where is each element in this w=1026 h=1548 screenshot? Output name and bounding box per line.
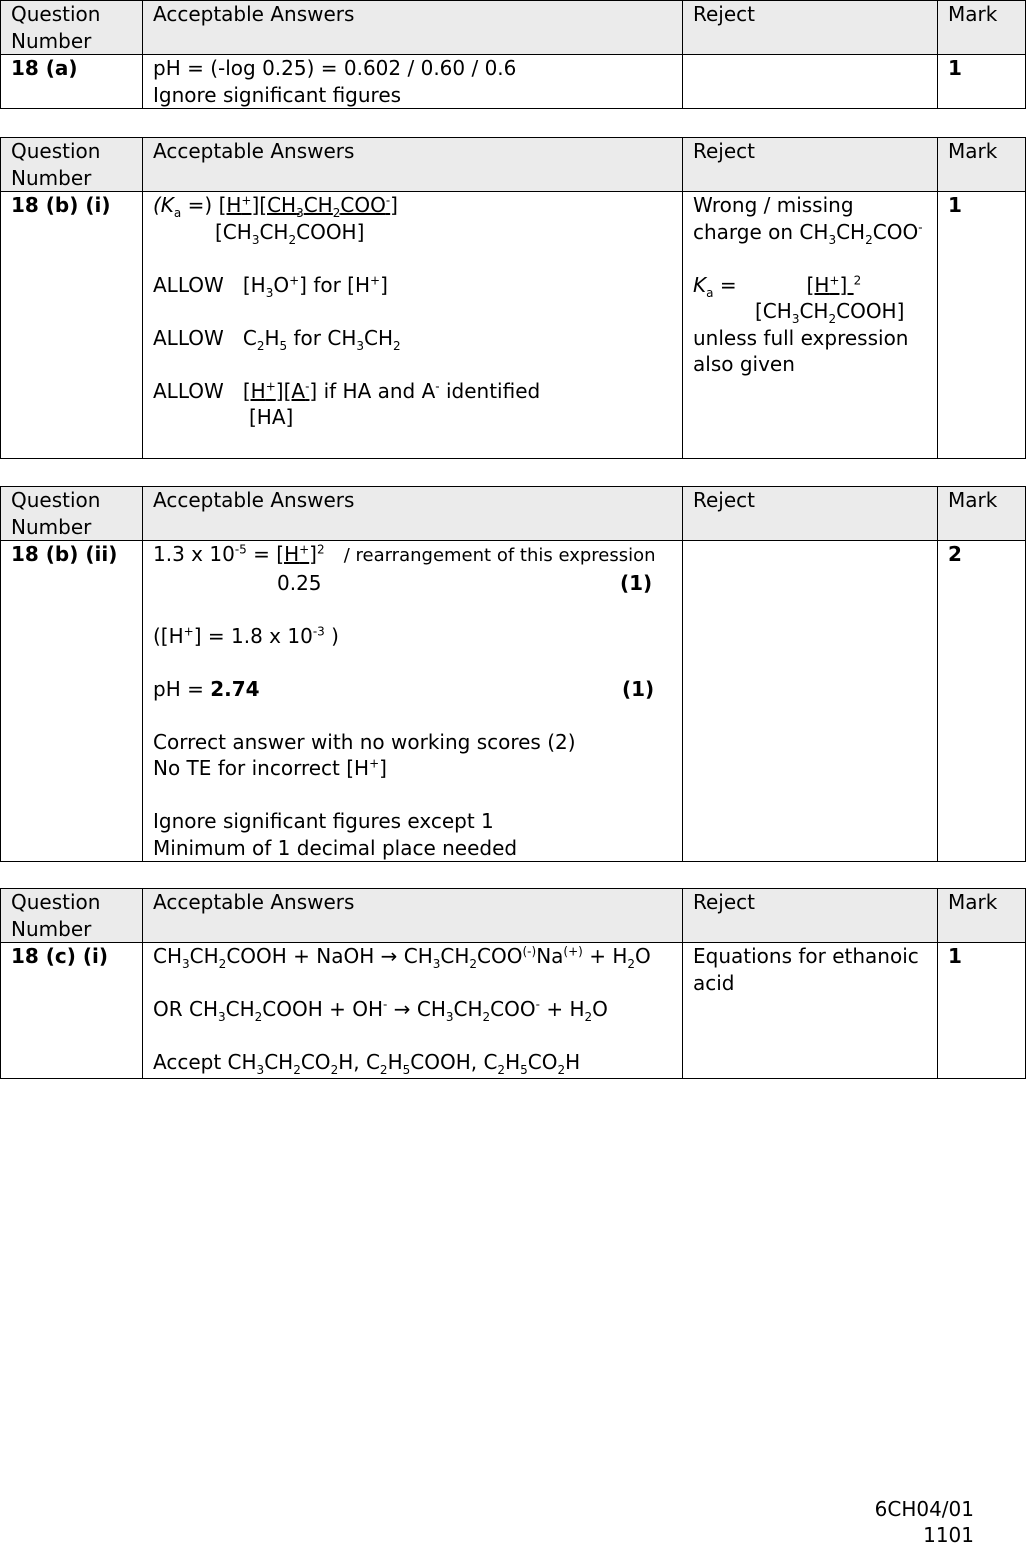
session-code: 1101 — [923, 1523, 974, 1547]
header-question-number: Question Number — [1, 1, 143, 55]
header-question-number: Question Number — [1, 889, 143, 943]
mark-cell: 2 — [938, 541, 1026, 862]
acceptable-answers: 1.3 x $10^{-5} = [H^+]^2$ / rearrangement of this expression 0.25 (1) ([H+] = 1.8 x $10^{-3}$ ) pH = 2.74 (1) Correct answer with no working scores (2) No TE for incorrect [H+] Ignore significant figures except 1 Minimum of 1 decimal place needed — [143, 541, 683, 862]
acceptable-answers: pH = (-log 0.25) = 0.602 / 0.60 / 0.6 Ignore significant figures — [143, 55, 683, 109]
question-number: 18 (a) — [1, 55, 143, 109]
allow-h3o: ALLOW $[H_3O^+]$ for [H+] — [153, 272, 388, 300]
acceptable-answers: ($K_a$ =) $[H^+][CH_3CH_2COO^-]$ $[CH_3CH_2COOH]$ ALLOW $[H_3O^+]$ for [H+] ALLOW $C_2H_5$ for $CH_3CH_2$ ALLOW [H+][A-] if HA and A- identified [HA] — [143, 192, 683, 459]
ka-expression: ($K_a$ =) $[H^+][CH_3CH_2COO^-]$ — [153, 193, 398, 220]
mark-cell: 1 — [938, 943, 1026, 1079]
header-reject: Reject — [683, 487, 938, 541]
header-question-number: Question Number — [1, 138, 143, 192]
question-number: 18 (b) (ii) — [1, 541, 143, 862]
reject-cell — [683, 55, 938, 109]
question-number: 18 (c) (i) — [1, 943, 143, 1079]
header-question-number: Question Number — [1, 487, 143, 541]
header-acceptable-answers: Acceptable Answers — [143, 889, 683, 943]
header-reject: Reject — [683, 889, 938, 943]
header-mark: Mark — [938, 487, 1026, 541]
header-reject: Reject — [683, 1, 938, 55]
markscheme-table-18ci — [0, 888, 1026, 1079]
header-acceptable-answers: Acceptable Answers — [143, 487, 683, 541]
equation-hydroxide: OR $CH_3CH_2COOH + OH^- \to CH_3CH_2COO^- + H_2O$ — [153, 997, 608, 1024]
accept-formulae: Accept $CH_3CH_2CO_2H$, $C_2H_5COOH$, $C_2H_5CO_2H$ — [153, 1050, 581, 1077]
mark-cell: 1 — [938, 192, 1026, 459]
allow-c2h5: ALLOW $C_2H_5$ for $CH_3CH_2$ — [153, 325, 401, 353]
header-mark: Mark — [938, 138, 1026, 192]
allow-ha: ALLOW [H+][A-] if HA and A- identified — [153, 378, 541, 403]
reject-cell: Wrong / missing charge on $CH_3CH_2COO^-$ $K_a$ = [H+] $^2$ $[CH_3CH_2COOH]$ unless full expression also given — [683, 192, 938, 459]
paper-code: 6CH04/01 — [874, 1497, 974, 1521]
page-footer — [875, 1496, 974, 1548]
header-reject: Reject — [683, 138, 938, 192]
equation-naoh: $CH_3CH_2COOH$ + NaOH → $CH_3CH_2COO^{(-)}Na^{(+)} + H_2O$ — [153, 944, 651, 971]
reject-cell: Equations for ethanoic acid — [683, 943, 938, 1079]
header-mark: Mark — [938, 889, 1026, 943]
header-acceptable-answers: Acceptable Answers — [143, 1, 683, 55]
header-acceptable-answers: Acceptable Answers — [143, 138, 683, 192]
reject-cell — [683, 541, 938, 862]
markscheme-table-18bi — [0, 137, 1026, 459]
header-mark: Mark — [938, 1, 1026, 55]
markscheme-table-18a — [0, 0, 1026, 109]
mark-cell: 1 — [938, 55, 1026, 109]
question-number: 18 (b) (i) — [1, 192, 143, 459]
ka-calculation: 1.3 x $10^{-5} = [H^+]^2$ / rearrangement of this expression — [153, 542, 656, 566]
markscheme-table-18bii — [0, 486, 1026, 862]
acceptable-answers — [143, 943, 683, 1079]
